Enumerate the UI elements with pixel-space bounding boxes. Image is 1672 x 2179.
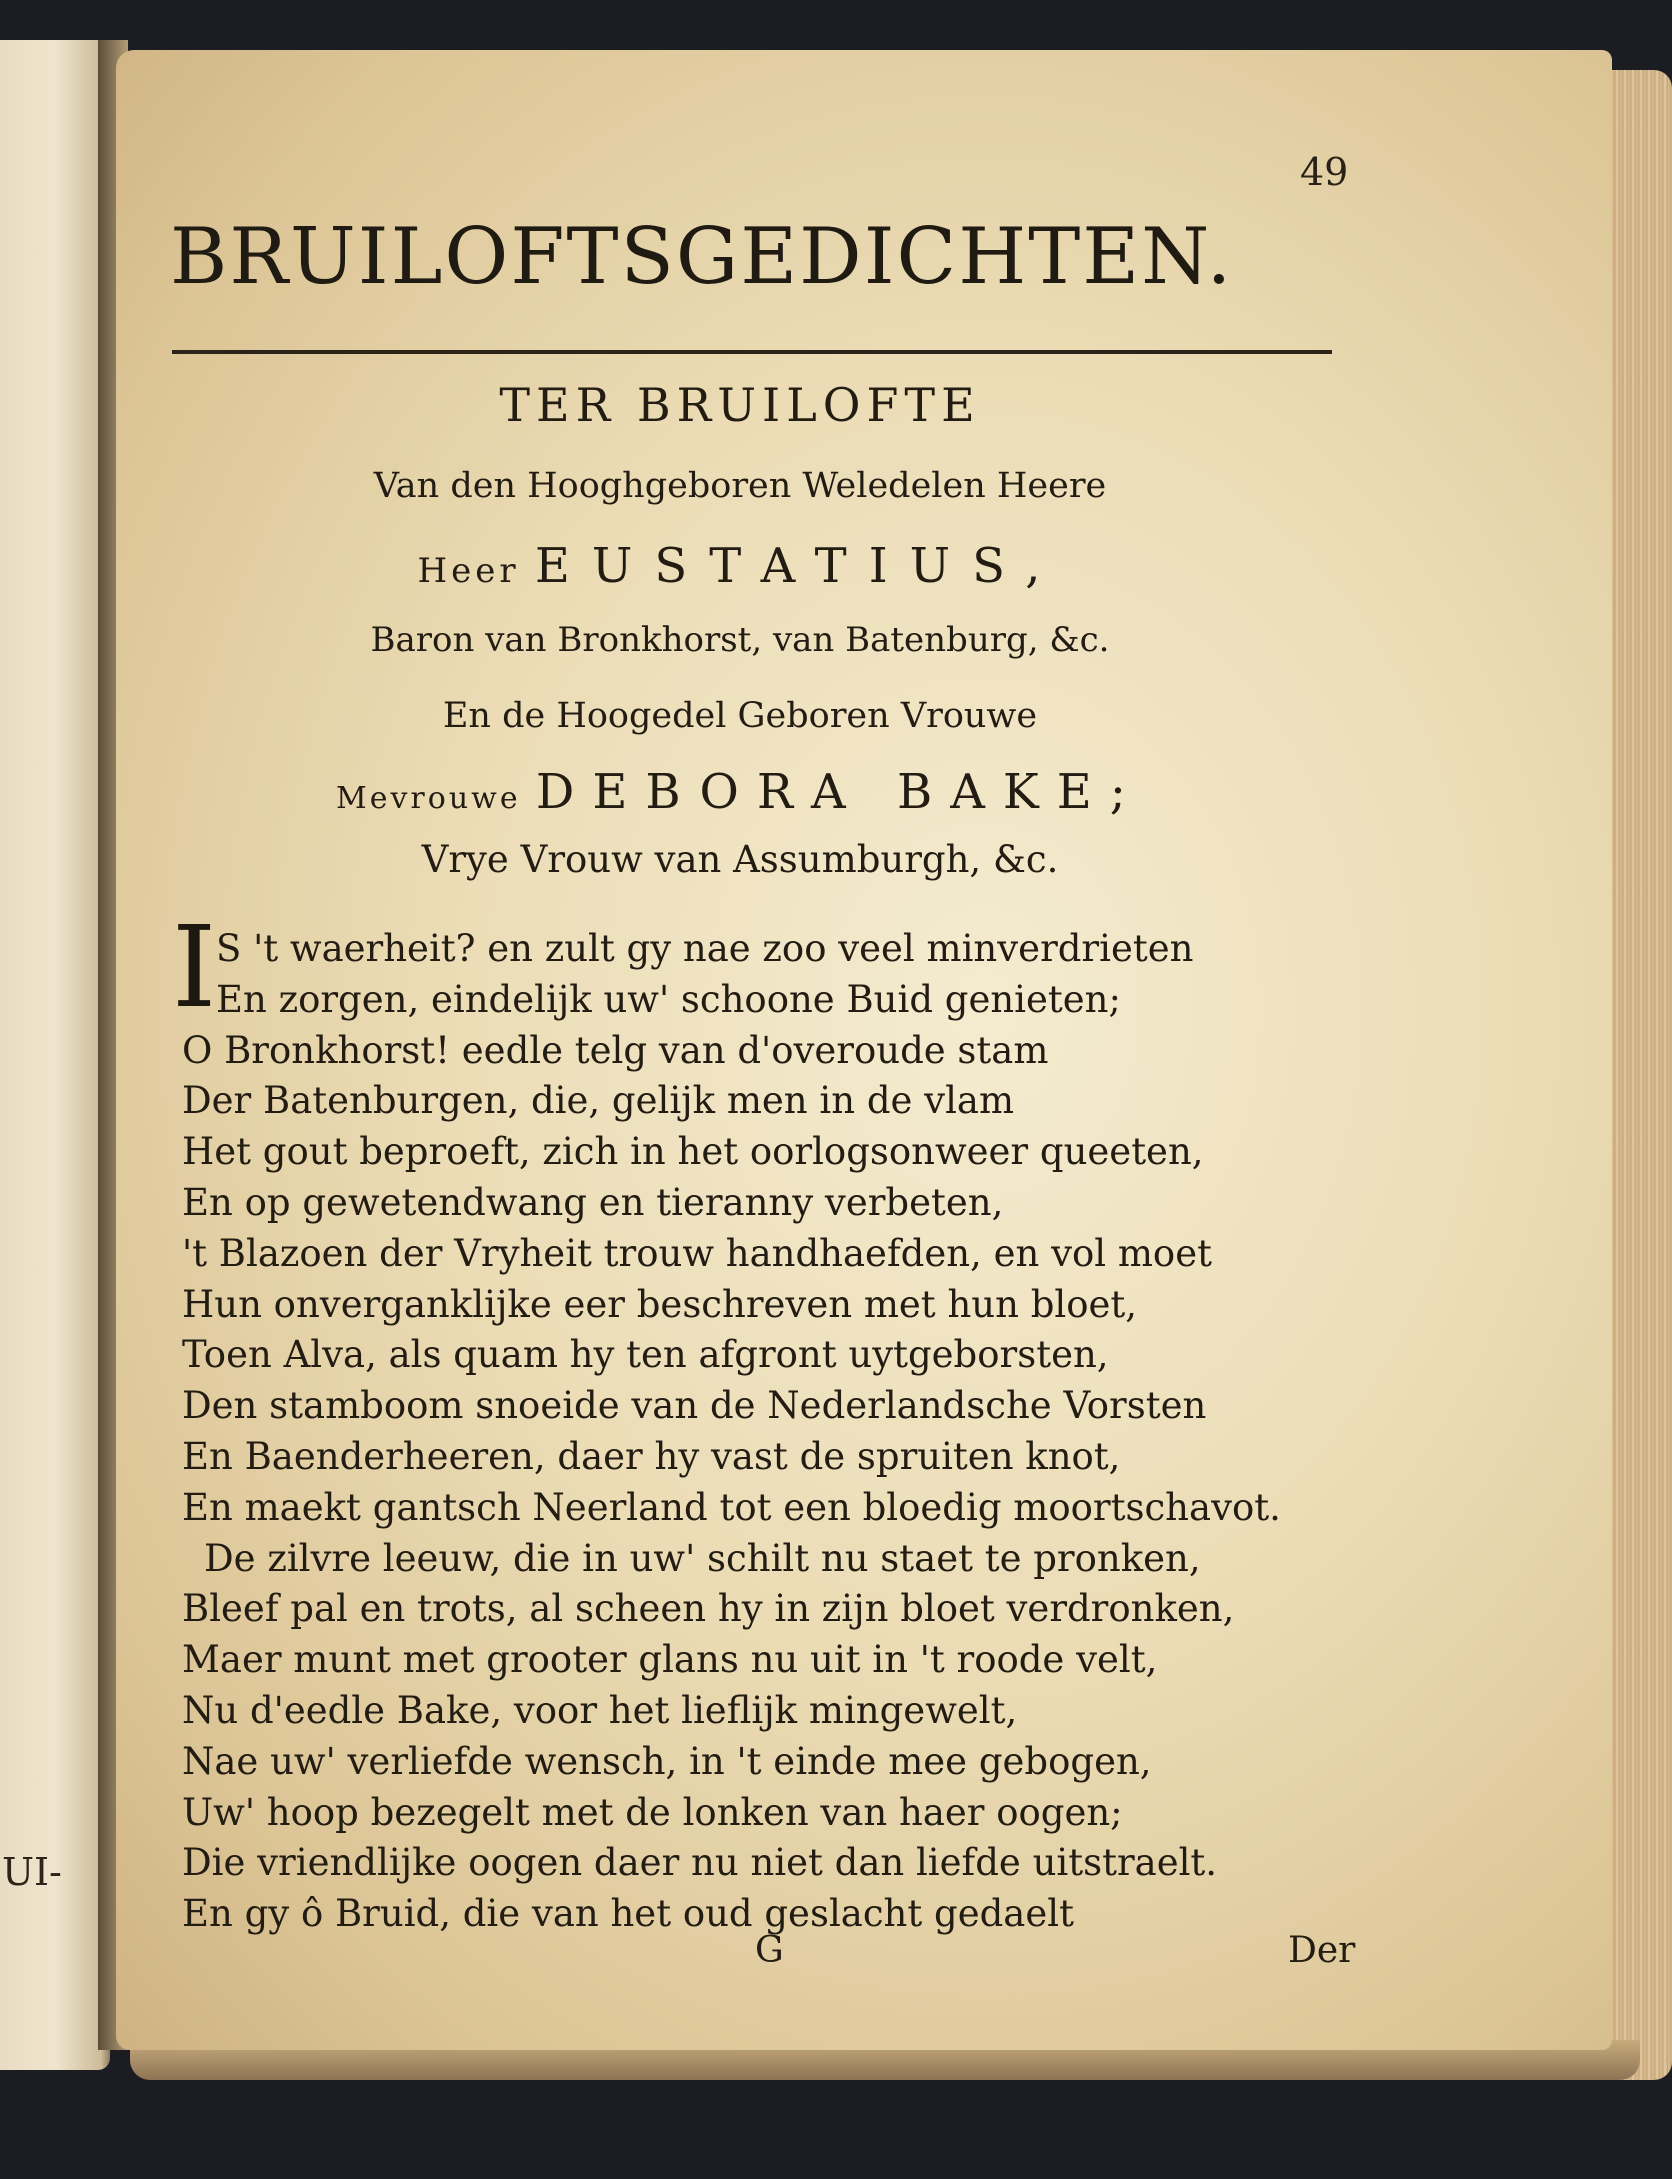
signature-mark: G [755, 1930, 784, 1971]
groom-titles: Baron van Bronkhorst, van Batenburg, &c. [370, 620, 1110, 660]
poem-line: En Baenderheeren, daer hy vast de spruiten knot, [182, 1434, 1121, 1478]
poem-line: 't Blazoen der Vryheit trouw handhaefden, en vol moet [182, 1231, 1212, 1275]
groom-name-line [140, 538, 1340, 594]
poem-line: Der Batenburgen, die, gelijk men in de vlam [182, 1079, 1015, 1123]
bride-title-prefix: Mevrouwe [336, 781, 521, 816]
poem-line: Bleef pal en trots, al scheen hy in zijn bloet verdronken, [182, 1587, 1235, 1631]
poem-line: En maekt gantsch Neerland tot een bloedig moortschavot. [182, 1485, 1281, 1529]
bride-titles: Vrye Vrouw van Assumburgh, &c. [421, 838, 1059, 881]
poem-line: De zilvre leeuw, die in uw' schilt nu staet te pronken, [204, 1536, 1201, 1580]
page-number: 49 [1300, 150, 1349, 194]
dedication-line-2: En de Hoogedel Geboren Vrouwe [442, 696, 1038, 736]
facing-page-text-fragment: UI- [2, 1850, 62, 1894]
groom-title-prefix: Heer [417, 551, 520, 591]
bride-name-line [140, 764, 1340, 820]
poem-line: En gy ô Bruid, die van het oud geslacht gedaelt [182, 1892, 1074, 1936]
poem-body [182, 924, 1352, 1940]
poem-line: En zorgen, eindelijk uw' schoone Buid genieten; [216, 977, 1121, 1021]
poem-line: Maer munt met grooter glans nu uit in 't roode velt, [182, 1638, 1158, 1682]
poem-title: TER BRUILOFTE [499, 378, 981, 432]
facing-page-edge [0, 40, 110, 2070]
groom-name: EUSTATIUS, [534, 538, 1063, 594]
header-rule [172, 350, 1332, 354]
poem-line: Toen Alva, als quam hy ten afgront uytgeborsten, [182, 1333, 1109, 1377]
poem-line: Die vriendlijke oogen daer nu niet dan liefde uitstraelt. [182, 1841, 1218, 1885]
catchword: Der [1288, 1930, 1356, 1971]
dedication-line-1: Van den Hooghgeboren Weledelen Heere [373, 466, 1107, 506]
bride-name: DEBORA BAKE; [535, 764, 1144, 820]
running-head: BRUILOFTSGEDICHTEN. [170, 212, 1234, 302]
poem-line: Den stamboom snoeide van de Nederlandsche Vorsten [182, 1384, 1207, 1428]
poem-line: Nae uw' verliefde wensch, in 't einde mee gebogen, [182, 1739, 1152, 1783]
poem-line: Het gout beproeft, zich in het oorlogsonweer queeten, [182, 1130, 1204, 1174]
poem-line: O Bronkhorst! eedle telg van d'overoude stam [182, 1028, 1049, 1072]
poem-line: En op gewetendwang en tieranny verbeten, [182, 1180, 1004, 1224]
poem-line: Uw' hoop bezegelt met de lonken van haer oogen; [182, 1790, 1123, 1834]
drop-cap: I [172, 903, 217, 1033]
poem-line: Hun onverganklijke eer beschreven met hun bloet, [182, 1282, 1138, 1326]
poem-line: S 't waerheit? en zult gy nae zoo veel minverdrieten [216, 927, 1194, 970]
poem-line: Nu d'eedle Bake, voor het lieflijk mingewelt, [182, 1688, 1018, 1732]
